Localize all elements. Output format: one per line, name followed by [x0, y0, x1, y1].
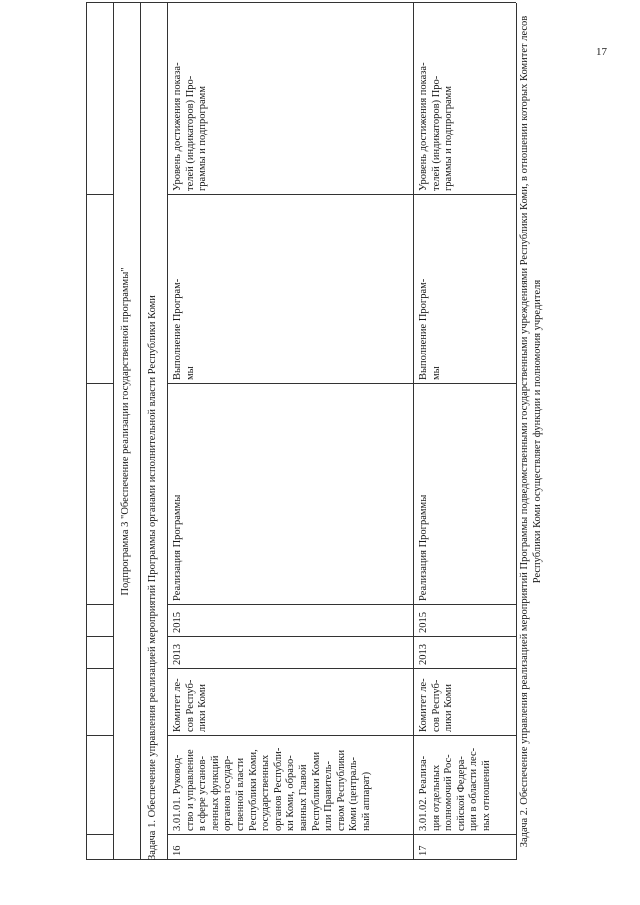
end-year: 2015 [418, 612, 429, 633]
indicator-link: Уровень достижения показа- телей (индикаторов) Про- граммы и подпрограмм [418, 62, 455, 191]
subprogram-title: Подпрограмма 3 "Обеспечение реализации государственной программы" [120, 267, 131, 596]
row-divider [167, 3, 168, 860]
risk-consequence: Выполнение Програм- мы [172, 278, 196, 380]
expected-result: Реализация Программы [418, 494, 429, 601]
task1-title: Задача 1. Обеспечение управления реализацией мероприятий Программы органами исполнительной власти Республики Коми [147, 295, 158, 860]
table-top-border [86, 3, 87, 860]
expected-result: Реализация Программы [172, 494, 183, 601]
page-number: 17 [596, 46, 607, 58]
row-divider [113, 3, 114, 860]
activity-name: 3.01.01. Руковод- ство и управление в сфере установ- ленных функций органов государ- ственной власти Республики Коми, государственных органов Республи- ки Коми, образо- ванных Главой Республики Коми или Правитель- ством Республики Коми (централь- ный аппарат) [172, 747, 372, 831]
column-divider [86, 636, 113, 637]
start-year: 2013 [418, 644, 429, 665]
risk-consequence: Выполнение Програм- мы [418, 278, 442, 380]
row-number: 16 [172, 845, 183, 856]
start-year: 2013 [172, 644, 183, 665]
row-divider [516, 3, 517, 860]
table-row [418, 0, 516, 905]
row-divider [413, 3, 414, 860]
table-row [172, 0, 413, 905]
executor: Комитет ле- сов Респуб- лики Коми [418, 678, 455, 732]
column-divider [86, 194, 113, 195]
end-year: 2015 [172, 612, 183, 633]
executor: Комитет ле- сов Респуб- лики Коми [172, 678, 209, 732]
column-divider [86, 735, 113, 736]
column-divider [86, 668, 113, 669]
row-divider [140, 3, 141, 860]
row-number: 17 [418, 845, 429, 856]
column-divider [86, 604, 113, 605]
activity-name: 3.01.02. Реализа- ция отдельных полномочий Рос- сийской Федера- ции в области лес- ных отношений [418, 747, 492, 831]
indicator-link: Уровень достижения показа- телей (индикаторов) Про- граммы и подпрограмм [172, 62, 209, 191]
column-divider [86, 834, 113, 835]
column-divider [86, 383, 113, 384]
task2-title: Задача 2. Обеспечение управления реализацией мероприятий Программы подведомственными государственными учреждениями Республики Коми, в отношении которых Комитет лесов Республики Коми осуществляет функции и полномочия учредителя [519, 15, 543, 848]
